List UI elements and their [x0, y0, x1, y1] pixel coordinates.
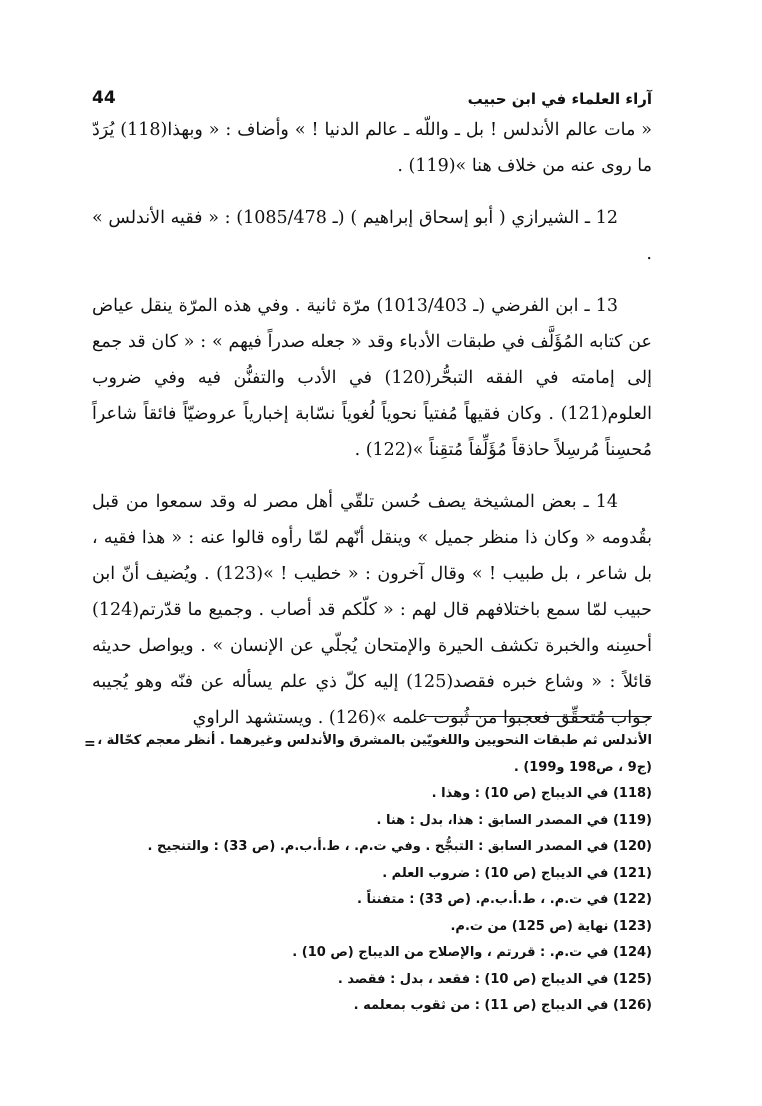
paragraph-item-12: 12 ـ الشيرازي ( أبو إسحاق إبراهيم ) (ـ 1085/478) : « فقيه الأندلس » . [92, 208, 652, 264]
page-header [92, 72, 652, 108]
footnote-118: (118) في الديباج (ص 10) : وهذا . [431, 786, 652, 801]
footnote-124: (124) في ت.م. : قررتم ، والإصلاح من الديباج (ص 10) . [292, 945, 652, 960]
footnote-122: (122) في ت.م. ، ط.أ.ب.م. (ص 33) : متفنناً . [357, 892, 652, 907]
footnote-continuation-mark: = [84, 736, 96, 752]
footnote-line: (ج9 ، ص198 و199) . [513, 759, 652, 775]
running-title: آراء العلماء في ابن حبيب [467, 90, 652, 108]
footnote-126: (126) في الديباج (ص 11) : من ثقوب بمعلمه . [353, 998, 652, 1013]
footnote-123: (123) نهاية (ص 125) من ت.م. [450, 918, 652, 934]
footnote-119: (119) في المصدر السابق : هذا، بدل : هنا . [376, 812, 652, 828]
footnotes [92, 728, 652, 1020]
footnote-121: (121) في الديباج (ص 10) : ضروب العلم . [382, 865, 652, 881]
footnote-line: الأندلس ثم طبقات النحويين واللغويّين بالمشرق والأندلس وغيرهما . أنظر معجم كحّالة ، [97, 733, 652, 748]
main-text [92, 112, 652, 752]
paragraph-item-14: 14 ـ بعض المشيخة يصف حُسن تلقّي أهل مصر له وقد سمعوا من قبل بقُدومه « وكان ذا منظر جميل » وينقل أنّهم لمّا رأوه قالوا عنه : « هذا فقيه ، بل شاعر ، بل طبيب ! » وقال آخرون : « خطيب ! »(123) . ويُضيف أنّ ابن حبيب لمّا سمع باختلافهم قال لهم : « كلّكم قد أصاب . وجميع ما قدّرتم(124) أحسِنه والخبرة تكشف الحيرة والإمتحان يُجلّي عن الإنسان » . ويواصل حديثه قائلاً : « وشاع خبره فقصد(125) إليه كلّ ذي علم يسأله عن فنّه وهو يُجيبه جواب مُتحقِّق فعجبوا من ثُبوت علمه »(126) . ويستشهد الراوي [92, 492, 653, 728]
paragraph-item-13: 13 ـ ابن الفرضي (ـ 1013/403) مرّة ثانية . وفي هذه المرّة ينقل عياض عن كتابه المُؤَلَّف في طبقات الأدباء وقد « جعله صدراً فيهم » : « كان قد جمع إلى إمامته في الفقه التبحُّر(120) في الأدب والتفنُّن فيه وفي ضروب العلوم(121) . وكان فقيهاً مُفتياً نحوياً لُغوياً نسّابة إخبارياً عروضيّاً فائقاً شاعراً مُحسِناً مُرسِلاً حاذقاً مُؤَلِّفاً مُتقِناً »(122) . [92, 296, 652, 460]
paragraph-continuation: « مات عالم الأندلس ! بل ـ واللّه ـ عالم الدنيا ! » وأضاف : « وبهذا(118) يُرَدّ ما روى عنه من خلاف هنا »(119) . [92, 120, 652, 176]
footnote-120: (120) في المصدر السابق : التبجُّح . وفي ت.م. ، ط.أ.ب.م. (ص 33) : والتنجيح . [147, 839, 652, 854]
footnotes-divider [424, 716, 652, 717]
footnote-125: (125) في الديباج (ص 10) : فقعد ، بدل : فقصد . [337, 971, 652, 987]
page-number: 44 [92, 88, 116, 108]
